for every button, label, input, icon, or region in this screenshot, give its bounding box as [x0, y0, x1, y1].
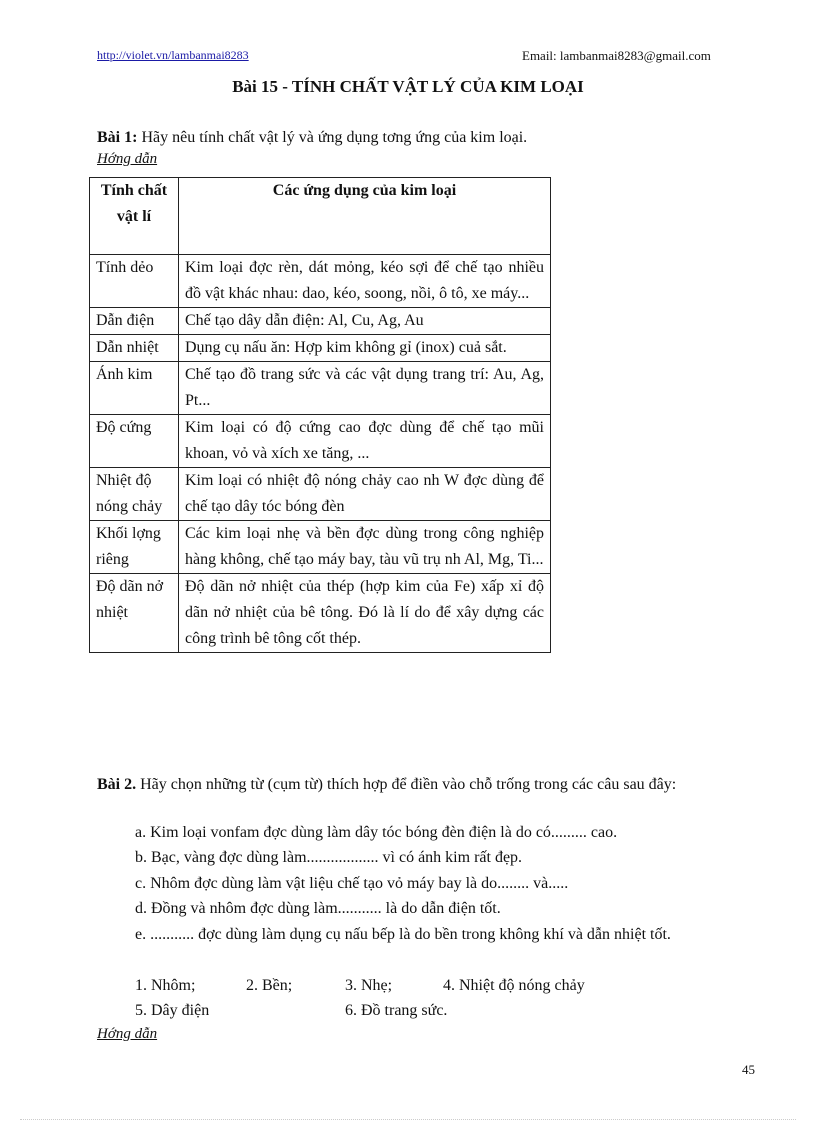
choice-item: 5. Dây điện [135, 1002, 210, 1019]
table-header-property: Tính chất vật lí [90, 178, 179, 255]
table-row [90, 335, 551, 362]
table-cell-application: Dụng cụ nấu ăn: Hợp kim không gỉ (inox) cuả sắt. [179, 335, 551, 362]
table-cell-property: Tính dẻo [90, 255, 179, 308]
table-header-row [90, 178, 551, 255]
exercise-1-question [97, 125, 757, 151]
exercise-1-text: Hãy nêu tính chất vật lý và ứng dụng tơng ứng của kim loại. [137, 129, 528, 146]
choice-item: 3. Nhẹ; [345, 977, 393, 994]
table-row [90, 468, 551, 521]
exercise-2-label: Bài 2. [97, 776, 137, 793]
properties-table [89, 177, 551, 653]
table-row [90, 308, 551, 335]
table-cell-property: Dẫn nhiệt [90, 335, 179, 362]
table-cell-property: Độ cứng [90, 415, 179, 468]
choice-item: 4. Nhiệt độ nóng chảy [443, 977, 585, 994]
fill-item: c. Nhôm đợc dùng làm vật liệu chế tạo vỏ máy bay là do........ và..... [135, 875, 569, 892]
table-row [90, 415, 551, 468]
exercise-1-hint: Hớng dẫn [97, 151, 158, 167]
table-cell-application: Kim loại có độ cứng cao đợc dùng để chế tạo mũi khoan, vỏ và xích xe tăng, ... [179, 415, 551, 468]
table-row [90, 574, 551, 653]
page-number: 45 [742, 1062, 755, 1077]
table-row [90, 521, 551, 574]
table-cell-application: Kim loại đợc rèn, dát mỏng, kéo sợi để chế tạo nhiều đồ vật khác nhau: dao, kéo, soong, nồi, ô tô, xe máy... [179, 255, 551, 308]
fill-item: e. ........... đợc dùng làm dụng cụ nấu bếp là do bền trong không khí và dẫn nhiệt tốt. [135, 926, 671, 943]
table-row [90, 255, 551, 308]
exercise-2-question [97, 772, 757, 798]
table-cell-application: Kim loại có nhiệt độ nóng chảy cao nh W đợc dùng để chế tạo dây tóc bóng đèn [179, 468, 551, 521]
table-cell-application: Chế tạo đồ trang sức và các vật dụng trang trí: Au, Ag, Pt... [179, 362, 551, 415]
fill-item: a. Kim loại vonfam đợc dùng làm dây tóc bóng đèn điện là do có......... cao. [135, 824, 618, 841]
table-cell-application: Độ dãn nở nhiệt của thép (hợp kim của Fe) xấp xỉ độ dãn nở nhiệt của bê tông. Đó là lí do để xây dựng các công trình bê tông cốt thép. [179, 574, 551, 653]
choice-item: 6. Đồ trang sức. [345, 1002, 448, 1019]
header-link[interactable]: http://violet.vn/lambanmai8283 [97, 48, 249, 62]
footer-divider [20, 1119, 796, 1120]
choice-item: 2. Bền; [246, 977, 293, 994]
choice-item: 1. Nhôm; [135, 977, 196, 994]
page-title: Bài 15 - TÍNH CHẤT VẬT LÝ CỦA KIM LOẠI [232, 77, 584, 96]
table-cell-application: Các kim loại nhẹ và bền đợc dùng trong công nghiệp hàng không, chế tạo máy bay, tàu vũ trụ nh Al, Mg, Ti... [179, 521, 551, 574]
table-row [90, 362, 551, 415]
table-cell-property: Khối lợng riêng [90, 521, 179, 574]
table-cell-property: Ánh kim [90, 362, 179, 415]
exercise-2-hint: Hớng dẫn [97, 1026, 158, 1042]
table-cell-property: Dẫn điện [90, 308, 179, 335]
fill-item: d. Đồng và nhôm đợc dùng làm........... là do dẫn điện tốt. [135, 900, 501, 917]
table-cell-property: Độ dãn nở nhiệt [90, 574, 179, 653]
table-cell-application: Chế tạo dây dẫn điện: Al, Cu, Ag, Au [179, 308, 551, 335]
table-header-application: Các ứng dụng của kim loại [179, 178, 551, 255]
header-email: Email: lambanmai8283@gmail.com [522, 48, 711, 63]
table-cell-property: Nhiệt độ nóng chảy [90, 468, 179, 521]
fill-item: b. Bạc, vàng đợc dùng làm.................. vì có ánh kim rất đẹp. [135, 849, 523, 866]
exercise-2-text: Hãy chọn những từ (cụm từ) thích hợp để điền vào chỗ trống trong các câu sau đây: [136, 776, 677, 793]
exercise-1-label: Bài 1: [97, 129, 138, 146]
